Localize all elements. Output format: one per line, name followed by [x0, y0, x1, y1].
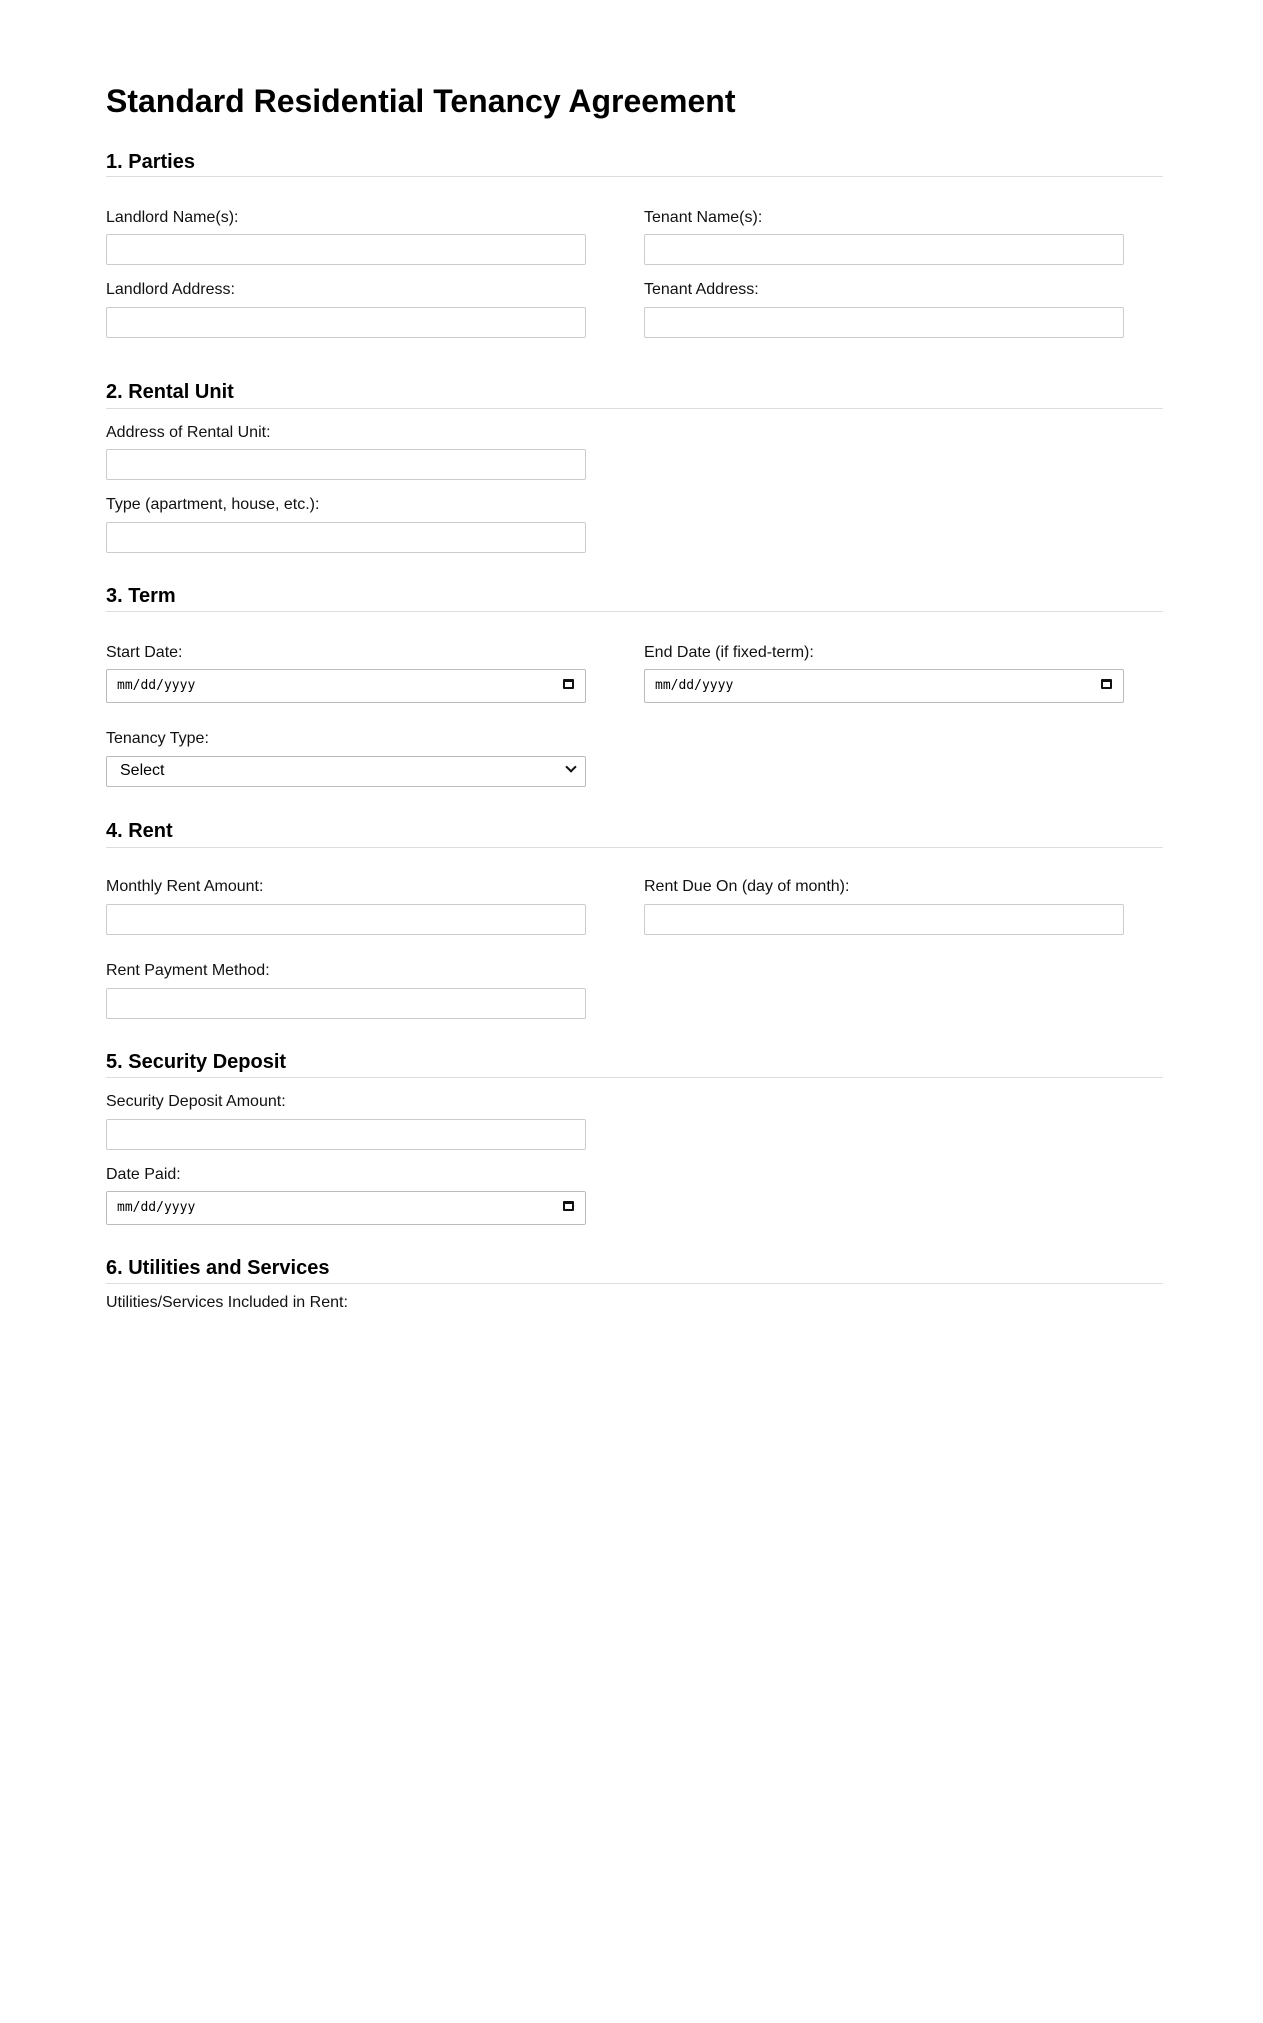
unit-type-label: Type (apartment, house, etc.):: [106, 496, 320, 513]
date-paid-input[interactable]: [106, 1191, 586, 1225]
section-heading-term: 3. Term: [106, 585, 176, 607]
tenant-names-input[interactable]: [644, 234, 1124, 265]
date-placeholder: mm/dd/yyyy: [655, 678, 734, 693]
utilities-included-label: Utilities/Services Included in Rent:: [106, 1294, 348, 1311]
deposit-amount-input[interactable]: [106, 1119, 586, 1150]
tenant-names-label: Tenant Name(s):: [644, 209, 763, 226]
end-date-label: End Date (if fixed-term):: [644, 644, 814, 661]
tenancy-type-label: Tenancy Type:: [106, 730, 209, 747]
tenancy-type-select[interactable]: [106, 756, 586, 787]
rental-address-input[interactable]: [106, 449, 586, 480]
start-date-input[interactable]: [106, 669, 586, 703]
divider: [106, 1077, 1163, 1078]
tenant-address-input[interactable]: [644, 307, 1124, 338]
divider: [106, 408, 1163, 409]
payment-method-input[interactable]: [106, 988, 586, 1019]
rent-due-label: Rent Due On (day of month):: [644, 878, 850, 895]
selected-value: Select: [120, 762, 165, 779]
calendar-icon[interactable]: [563, 679, 574, 689]
date-placeholder: mm/dd/yyyy: [117, 678, 196, 693]
section-heading-rent: 4. Rent: [106, 820, 173, 842]
page-title: Standard Residential Tenancy Agreement: [106, 83, 736, 119]
date-paid-label: Date Paid:: [106, 1166, 181, 1183]
date-placeholder: mm/dd/yyyy: [117, 1200, 196, 1215]
section-heading-parties: 1. Parties: [106, 151, 195, 173]
divider: [106, 611, 1163, 612]
divider: [106, 1283, 1163, 1284]
unit-type-input[interactable]: [106, 522, 586, 553]
calendar-icon[interactable]: [1101, 679, 1112, 689]
monthly-rent-label: Monthly Rent Amount:: [106, 878, 264, 895]
rental-address-label: Address of Rental Unit:: [106, 424, 271, 441]
landlord-address-input[interactable]: [106, 307, 586, 338]
tenant-address-label: Tenant Address:: [644, 281, 759, 298]
section-heading-deposit: 5. Security Deposit: [106, 1051, 287, 1073]
start-date-label: Start Date:: [106, 644, 183, 661]
landlord-names-label: Landlord Name(s):: [106, 209, 239, 226]
divider: [106, 847, 1163, 848]
deposit-amount-label: Security Deposit Amount:: [106, 1093, 286, 1110]
end-date-input[interactable]: [644, 669, 1124, 703]
landlord-names-input[interactable]: [106, 234, 586, 265]
divider: [106, 176, 1163, 177]
calendar-icon[interactable]: [563, 1201, 574, 1211]
monthly-rent-input[interactable]: [106, 904, 586, 935]
section-heading-utilities: 6. Utilities and Services: [106, 1257, 330, 1279]
rent-due-input[interactable]: [644, 904, 1124, 935]
section-heading-rental-unit: 2. Rental Unit: [106, 381, 234, 403]
chevron-down-icon: [565, 761, 576, 772]
payment-method-label: Rent Payment Method:: [106, 962, 270, 979]
landlord-address-label: Landlord Address:: [106, 281, 235, 298]
